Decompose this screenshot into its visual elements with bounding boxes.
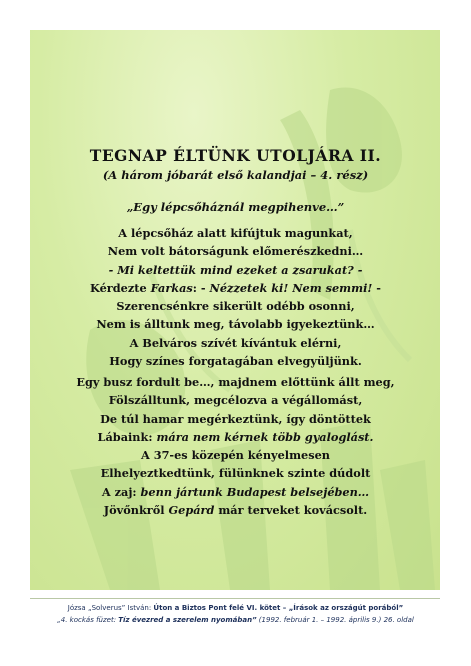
line-part: A zaj: [101,484,141,499]
line-part: Jövőnkről [103,503,169,518]
stanza-line [0,483,471,501]
footer-author: Józsa „Solverus” István: [67,604,154,612]
line-part-italic: mára nem kérnek több gyaloglást. [156,429,374,444]
stanza-line: Hogy színes forgatagában elvegyüljünk. [109,354,362,369]
stanza-line: A 37-es közepén kényelmesen [141,448,330,463]
footer-line-2 [0,616,471,624]
line-part: : - [192,280,210,295]
line-part: Lábaink: [97,429,157,444]
line-part: - [372,280,381,295]
line-part-italic: Farkas [150,280,193,295]
stanza-line: De túl hamar megérkeztünk, így döntöttek [100,411,371,426]
poem-title: „Egy lépcsőháznál megpihenve…” [126,200,345,214]
footer-notebook-title: Tíz évezred a szerelem nyomában” [118,616,257,624]
stanza-line [0,428,471,446]
footer-line-1 [0,604,471,612]
footer-dates-page: (1992. február 1. – 1992. április 9.) 26. oldal [256,616,414,624]
line-part: már terveket kovácsolt. [214,503,368,518]
stanza-line: Nem is álltunk meg, távolabb igyekeztünk… [96,317,375,332]
stanza-line [0,279,471,297]
stanza-line: A Belváros szívét kívántuk elérni, [129,335,342,350]
stanza-line: Fölszálltunk, megcélozva a végállomást, [108,393,363,408]
stanza-line: - Mi keltettük mind ezeket a zsarukat? - [108,262,363,277]
stanza-line: Szerencsénkre sikerült odébb osonni, [116,299,355,314]
footer-book-title: Úton a Biztos Pont felé VI. kötet – „Írások az országút porából” [153,604,404,612]
line-part-italic: Nézzetek ki! Nem semmi! [209,280,373,295]
stanza-2 [0,373,471,519]
footer-divider [30,598,440,599]
stanza-line: Egy busz fordult be…, majdnem előttünk állt meg, [76,375,395,389]
page-title: TEGNAP ÉLTÜNK UTOLJÁRA II. [89,146,382,165]
stanza-1 [0,224,471,370]
stanza-line: Elhelyeztkedtünk, fülünknek szinte dúdolt [100,466,371,481]
stanza-line: Nem volt bátorságunk előmerészkedni… [107,244,364,259]
footer-notebook: „4. kockás füzet: [57,616,119,624]
line-part-italic: Gepárd [168,503,215,518]
line-part: Kérdezte [90,280,151,295]
line-part-italic: benn jártunk Budapest belsejében… [140,484,370,499]
stanza-line [0,501,471,519]
stanza-line: A lépcsőház alatt kifújtuk magunkat, [118,226,353,240]
page-subtitle: (A három jóbarát első kalandjai – 4. rész) [102,168,369,182]
